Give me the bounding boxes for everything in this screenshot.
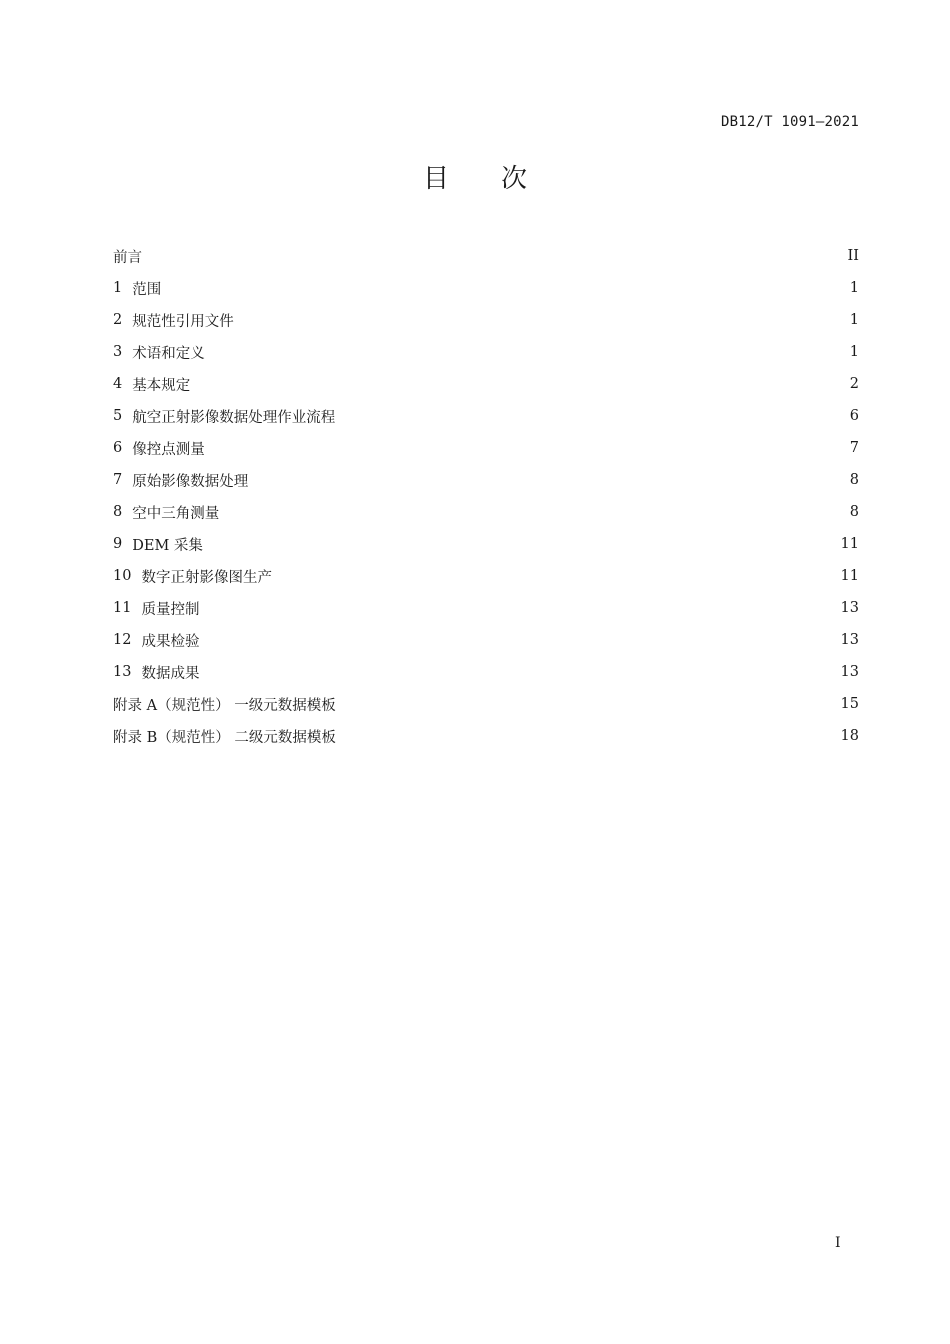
toc-entry-label: 附录 A（规范性） 一级元数据模板 — [113, 697, 336, 714]
toc-entry-label: 成果检验 — [141, 633, 200, 650]
document-code: DB12/T 1091—2021 — [720, 114, 859, 130]
toc-entry-page: 1 — [849, 344, 859, 360]
toc-leader-dots — [338, 728, 835, 744]
toc-entry-number: 11 — [113, 600, 132, 616]
toc-entry-page: 11 — [840, 536, 859, 552]
toc-leader-dots — [221, 504, 844, 520]
toc-entry-12[interactable] — [113, 624, 859, 656]
toc-entry-number: 3 — [113, 344, 123, 360]
toc-leader-dots — [144, 248, 842, 264]
toc-entry-page: 6 — [849, 408, 859, 424]
toc-leader-dots — [201, 632, 834, 648]
toc-entry-label: 附录 B（规范性） 二级元数据模板 — [113, 729, 336, 746]
toc-leader-dots — [337, 408, 844, 424]
toc-entry-page: 7 — [849, 440, 859, 456]
toc-entry-7[interactable] — [113, 464, 859, 496]
toc-leader-dots — [207, 440, 844, 456]
toc-entry-number: 5 — [113, 408, 123, 424]
toc-entry-page: 1 — [849, 280, 859, 296]
toc-entry-label: 基本规定 — [132, 377, 191, 394]
toc-entry-1[interactable] — [113, 272, 859, 304]
toc-entry-page: 1 — [849, 312, 859, 328]
toc-entry-9[interactable] — [113, 528, 859, 560]
toc-leader-dots — [201, 664, 834, 680]
toc-entry-label: 像控点测量 — [132, 441, 205, 458]
toc-leader-dots — [201, 600, 834, 616]
toc-leader-dots — [250, 472, 844, 488]
toc-entry-5[interactable] — [113, 400, 859, 432]
toc-entry-label: 航空正射影像数据处理作业流程 — [132, 409, 336, 426]
toc-leader-dots — [274, 568, 835, 584]
toc-entry-label: DEM 采集 — [132, 537, 203, 554]
toc-entry-label: 质量控制 — [141, 601, 200, 618]
toc-entry-number: 1 — [113, 280, 123, 296]
toc-entry-label: 数据成果 — [141, 665, 200, 682]
page-number: I — [835, 1235, 841, 1251]
toc-entry-page: 8 — [849, 472, 859, 488]
toc-entry-appendix-b[interactable] — [113, 720, 859, 752]
toc-entry-number: 8 — [113, 504, 123, 520]
toc-entry-page: 13 — [840, 632, 859, 648]
toc-entry-10[interactable] — [113, 560, 859, 592]
page-title: 目次 — [422, 164, 579, 194]
toc-entry-label: 前言 — [113, 249, 142, 266]
toc-entry-label: 范围 — [132, 281, 162, 298]
toc-leader-dots — [205, 536, 835, 552]
toc-entry-label: 原始影像数据处理 — [132, 473, 249, 490]
toc-entry-number: 9 — [113, 536, 123, 552]
toc-entry-number: 12 — [113, 632, 132, 648]
toc-entry-label: 空中三角测量 — [132, 505, 220, 522]
toc-leader-dots — [163, 280, 844, 296]
toc-entry-13[interactable] — [113, 656, 859, 688]
toc-entry-label: 术语和定义 — [132, 345, 205, 362]
toc-entry-page: 2 — [849, 376, 859, 392]
toc-entry-page: 8 — [849, 504, 859, 520]
toc-leader-dots — [207, 344, 844, 360]
toc-entry-number: 10 — [113, 568, 132, 584]
toc-leader-dots — [192, 376, 844, 392]
toc-entry-number: 4 — [113, 376, 123, 392]
toc-entry-page: 11 — [840, 568, 859, 584]
toc-entry-appendix-a[interactable] — [113, 688, 859, 720]
toc-entry-page: 13 — [840, 600, 859, 616]
toc-entry-number: 6 — [113, 440, 123, 456]
toc-entry-page: 15 — [840, 696, 859, 712]
toc-entry-foreword[interactable] — [113, 240, 859, 272]
toc-entry-label: 数字正射影像图生产 — [141, 569, 272, 586]
toc-entry-11[interactable] — [113, 592, 859, 624]
toc-entry-4[interactable] — [113, 368, 859, 400]
toc-entry-number: 13 — [113, 664, 132, 680]
toc-entry-number: 7 — [113, 472, 123, 488]
toc-entry-label: 规范性引用文件 — [132, 313, 234, 330]
toc-entry-page: 18 — [840, 728, 859, 744]
table-of-contents — [113, 240, 859, 752]
toc-entry-8[interactable] — [113, 496, 859, 528]
toc-entry-2[interactable] — [113, 304, 859, 336]
toc-leader-dots — [338, 696, 835, 712]
toc-entry-6[interactable] — [113, 432, 859, 464]
toc-leader-dots — [236, 312, 844, 328]
toc-entry-page: II — [847, 248, 859, 264]
toc-entry-3[interactable] — [113, 336, 859, 368]
toc-entry-number: 2 — [113, 312, 123, 328]
toc-entry-page: 13 — [840, 664, 859, 680]
